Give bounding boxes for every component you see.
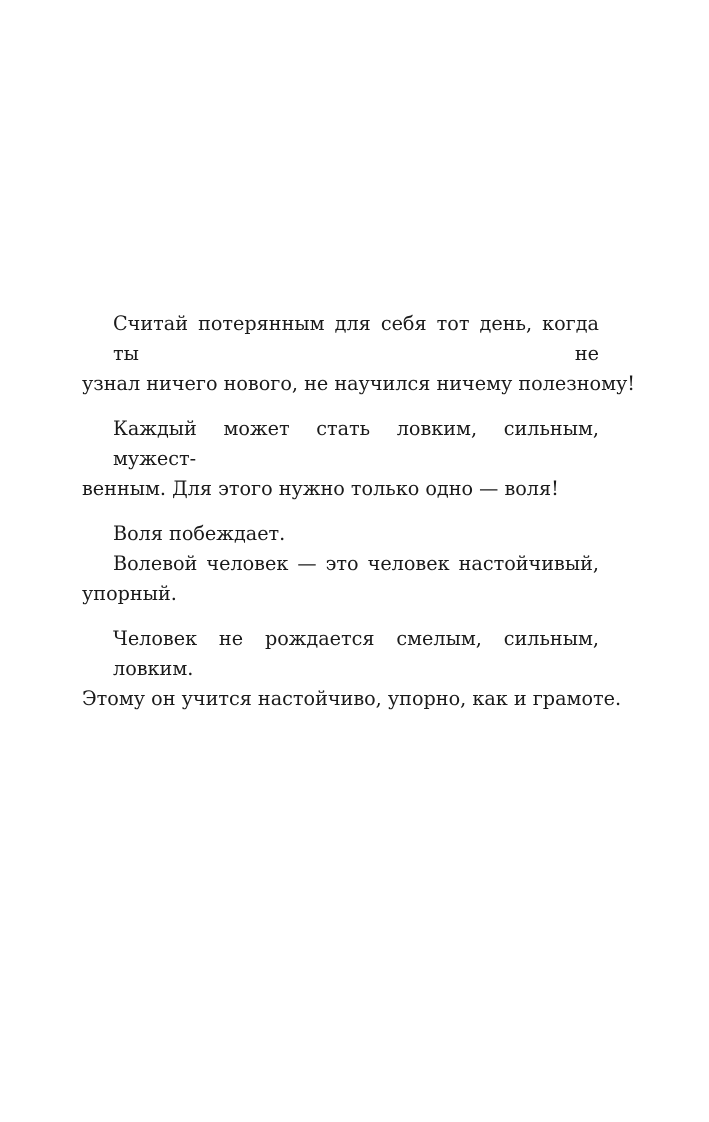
text-block: [82, 309, 636, 714]
paragraph-line: Человек не рождается смелым, сильным, ловким.: [113, 627, 599, 680]
paragraph-1: [82, 309, 636, 399]
paragraph-line: упорный.: [82, 582, 177, 605]
paragraph-3: [82, 519, 599, 549]
paragraph-line: Волевой человек — это человек настойчивый,: [113, 552, 599, 575]
paragraph-line: венным. Для этого нужно только одно — воля!: [82, 477, 559, 500]
paragraph-line: Этому он учится настойчиво, упорно, как и грамоте.: [82, 687, 622, 710]
paragraph-line: узнал ничего нового, не научился ничему полезному!: [82, 372, 636, 395]
paragraph-5: [82, 624, 622, 714]
paragraph-line: Каждый может стать ловким, сильным, мужест-: [113, 417, 599, 470]
paragraph-line: Считай потерянным для себя тот день, когда ты не: [113, 312, 599, 365]
paragraph-2: [82, 414, 599, 504]
paragraph-4: [82, 549, 599, 609]
paragraph-line: Воля побеждает.: [113, 522, 286, 545]
